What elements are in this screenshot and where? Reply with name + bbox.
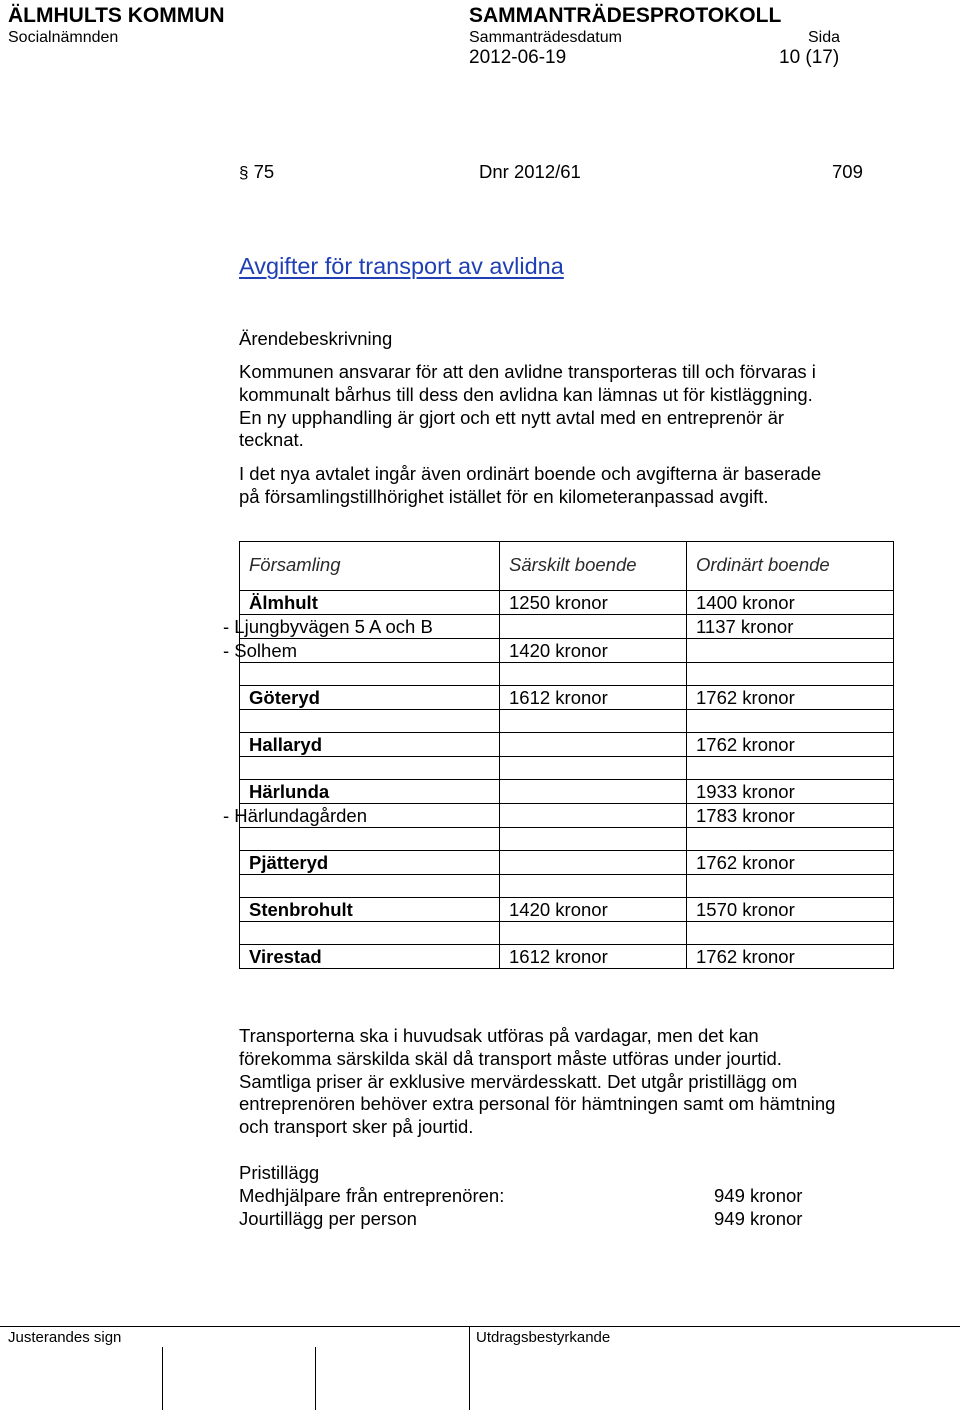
adjuster-signature-label: Justerandes sign — [8, 1329, 122, 1346]
parish-cell: Härlunda — [240, 780, 500, 804]
table-row — [240, 780, 894, 804]
text-line: och transport sker på jourtid. — [239, 1116, 474, 1138]
fee-table — [223, 541, 894, 969]
special-fee-cell — [500, 615, 687, 639]
surcharge-amount: 949 kronor — [714, 1185, 803, 1206]
header-parish: Församling — [240, 542, 500, 591]
ordinary-fee-cell: 1400 kronor — [687, 591, 894, 615]
table-row — [240, 851, 894, 875]
ordinary-fee-cell: 1762 kronor — [687, 851, 894, 875]
parish-cell: Virestad — [240, 945, 500, 969]
surcharge-heading: Pristillägg — [239, 1162, 320, 1183]
special-fee-cell: 1420 kronor — [500, 898, 687, 922]
special-fee-cell — [500, 804, 687, 828]
ordinary-fee-cell: 1783 kronor — [687, 804, 894, 828]
case-code: 709 — [832, 161, 863, 182]
signature-box-divider — [315, 1347, 316, 1410]
surcharge-label: Medhjälpare från entreprenören: — [239, 1185, 505, 1206]
case-dnr: Dnr 2012/61 — [479, 161, 581, 182]
table-row — [240, 945, 894, 969]
text-line: En ny upphandling är gjort och ett nytt avtal med en entreprenör är — [239, 406, 785, 428]
signature-box-divider — [162, 1347, 163, 1410]
special-fee-cell — [500, 851, 687, 875]
special-fee-cell: 1250 kronor — [500, 591, 687, 615]
table-row — [240, 804, 894, 828]
spacer-row — [240, 663, 894, 686]
section-symbol: § — [239, 163, 249, 182]
parish-cell: Älmhult — [240, 591, 500, 615]
special-fee-cell: 1612 kronor — [500, 686, 687, 710]
header-special-housing: Särskilt boende — [500, 542, 687, 591]
case-number: 75 — [253, 161, 275, 182]
ordinary-fee-cell — [687, 639, 894, 663]
special-fee-cell — [500, 780, 687, 804]
table-row — [240, 639, 894, 663]
text-line: kommunalt bårhus till dess den avlidna kan lämnas ut för kistläggning. — [239, 383, 813, 405]
ordinary-fee-cell: 1762 kronor — [687, 686, 894, 710]
surcharge-amount: 949 kronor — [714, 1208, 803, 1229]
text-line: Kommunen ansvarar för att den avlidne transporteras till och förvaras i — [239, 361, 816, 382]
table-row — [240, 733, 894, 757]
ordinary-fee-cell: 1137 kronor — [687, 615, 894, 639]
extract-certification-label: Utdragsbestyrkande — [476, 1329, 611, 1346]
text-line: Samtliga priser är exklusive mervärdesskatt. Det utgår pristillägg om — [239, 1070, 798, 1092]
surcharge-label: Jourtillägg per person — [239, 1208, 417, 1229]
committee-name: Socialnämnden — [8, 29, 119, 46]
ordinary-fee-cell: 1762 kronor — [687, 945, 894, 969]
page-number: 10 (17) — [779, 47, 840, 68]
document-title: Avgifter för transport av avlidna — [239, 253, 564, 279]
header-ordinary-housing: Ordinärt boende — [687, 542, 894, 591]
special-fee-cell: 1612 kronor — [500, 945, 687, 969]
special-fee-cell — [500, 733, 687, 757]
table-row — [240, 898, 894, 922]
parish-cell: Hallaryd — [240, 733, 500, 757]
document-type: SAMMANTRÄDESPROTOKOLL — [469, 4, 782, 27]
text-line: på församlingstillhörighet istället för en kilometeranpassad avgift. — [239, 485, 769, 507]
description-paragraph-2 — [239, 463, 919, 509]
ordinary-fee-cell: 1570 kronor — [687, 898, 894, 922]
text-line: I det nya avtalet ingår även ordinärt boende och avgifterna är baserade — [239, 463, 822, 484]
spacer-row — [240, 922, 894, 945]
table-header-row — [240, 542, 894, 591]
date-label: Sammanträdesdatum — [469, 29, 622, 46]
meeting-date: 2012-06-19 — [469, 47, 567, 68]
text-line: tecknat. — [239, 429, 304, 451]
parish-cell: - Härlundagården — [240, 804, 500, 828]
spacer-row — [240, 875, 894, 898]
parish-cell: - Ljungbyvägen 5 A och B — [240, 615, 500, 639]
description-paragraph-1 — [239, 361, 919, 452]
spacer-row — [240, 828, 894, 851]
text-line: förekomma särskilda skäl då transport måste utföras under jourtid. — [239, 1047, 782, 1069]
spacer-row — [240, 757, 894, 780]
table-row — [240, 591, 894, 615]
footer-column-divider — [469, 1326, 470, 1410]
footer-divider — [0, 1326, 960, 1327]
section-heading: Ärendebeskrivning — [239, 328, 393, 349]
transport-conditions-paragraph — [239, 1025, 939, 1139]
text-line: Transporterna ska i huvudsak utföras på vardagar, men det kan — [239, 1025, 759, 1046]
special-fee-cell: 1420 kronor — [500, 639, 687, 663]
page-label: Sida — [808, 29, 841, 46]
text-line: entreprenören behöver extra personal för hämtningen samt om hämtning — [239, 1093, 836, 1115]
ordinary-fee-cell: 1933 kronor — [687, 780, 894, 804]
case-paragraph — [239, 161, 274, 185]
table-row — [240, 686, 894, 710]
spacer-row — [240, 710, 894, 733]
parish-cell: Pjätteryd — [240, 851, 500, 875]
parish-cell: Göteryd — [240, 686, 500, 710]
parish-cell: - Solhem — [240, 639, 500, 663]
municipality-name: ÄLMHULTS KOMMUN — [8, 4, 225, 27]
ordinary-fee-cell: 1762 kronor — [687, 733, 894, 757]
parish-cell: Stenbrohult — [240, 898, 500, 922]
table-row — [240, 615, 894, 639]
